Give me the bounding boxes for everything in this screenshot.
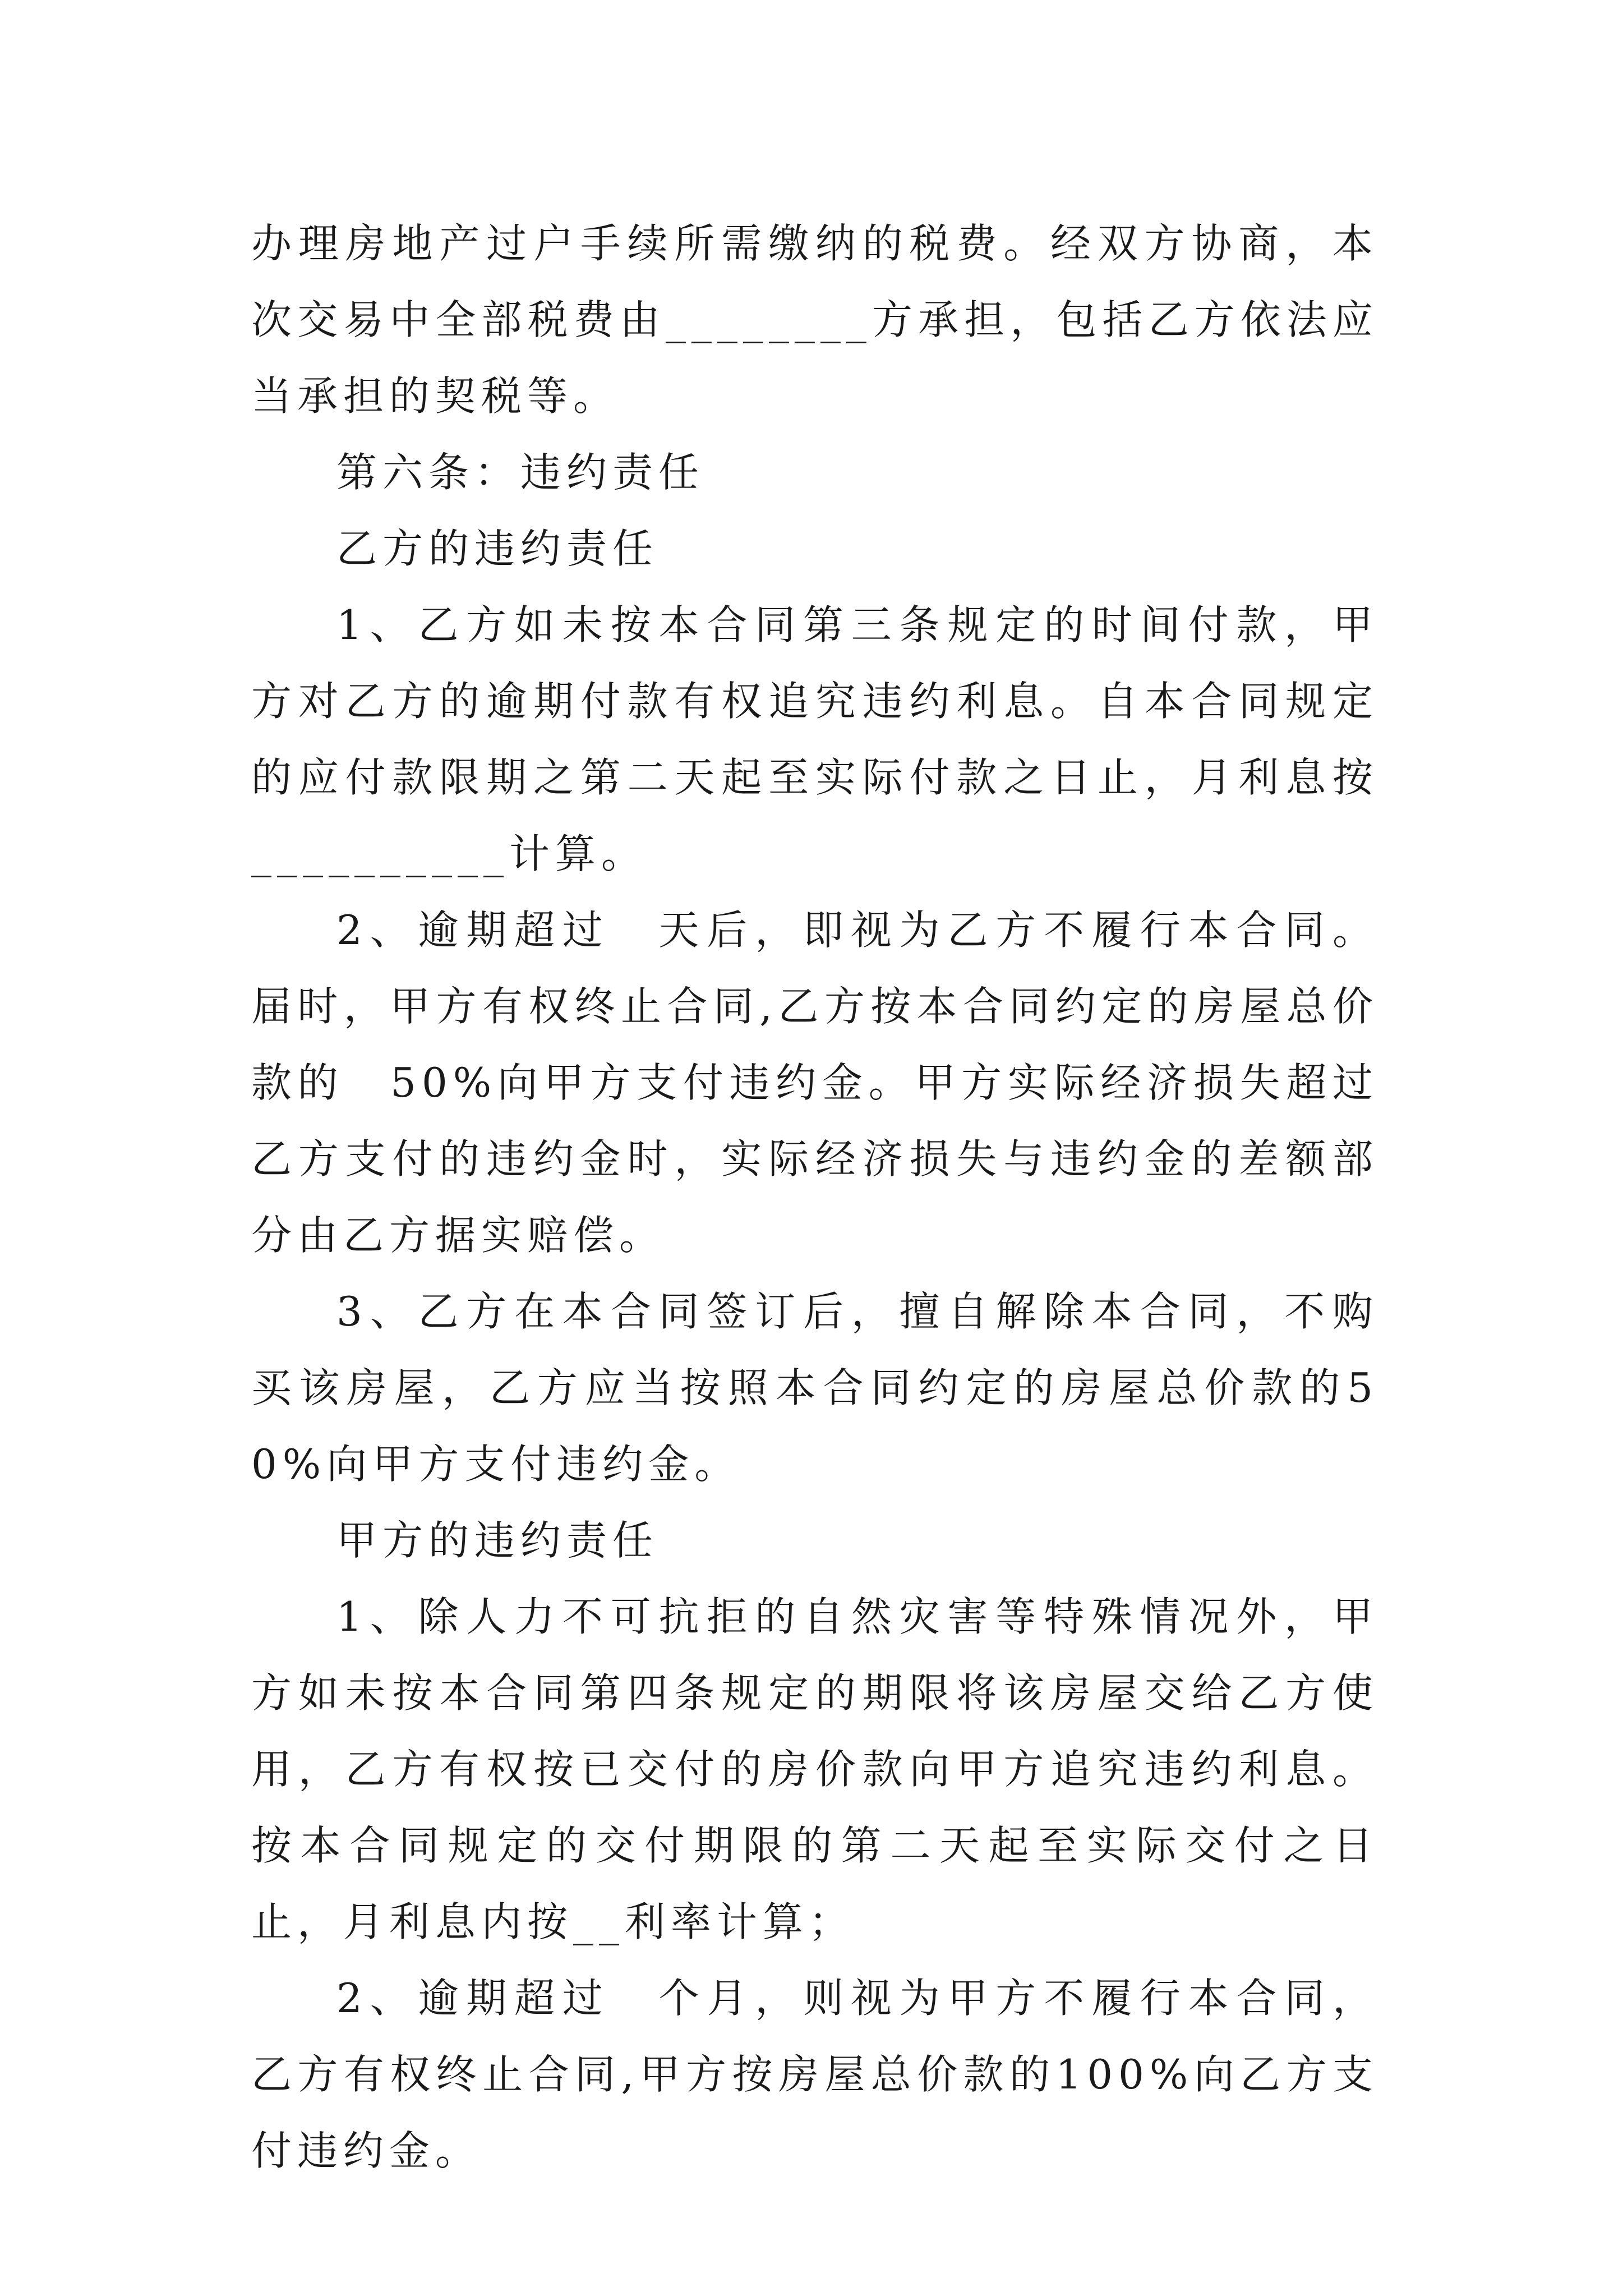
paragraph-party-a-clause-2: 2、逾期超过 个月，则视为甲方不履行本合同，乙方有权终止合同,甲方按房屋总价款的100%向乙方支付违约金。	[251, 1975, 1378, 2174]
subheading-party-b-liability: 乙方的违约责任	[336, 525, 659, 572]
document-body	[251, 205, 1378, 2189]
paragraph-party-a-clause-1: 1、除人力不可抗拒的自然灾害等特殊情况外，甲方如未按本合同第四条规定的期限将该房屋交给乙方使用，乙方有权按已交付的房价款向甲方追究违约利息。按本合同规定的交付期限的第二天起至实际交付之日止，月利息内按__利率计算；	[251, 1593, 1378, 1945]
paragraph-tax-continuation: 办理房地产过户手续所需缴纳的税费。经双方协商，本次交易中全部税费由________方承担，包括乙方依法应当承担的契税等。	[251, 220, 1378, 420]
paragraph-party-b-clause-2: 2、逾期超过 天后，即视为乙方不履行本合同。届时，甲方有权终止合同,乙方按本合同约定的房屋总价款的 50%向甲方支付违约金。甲方实际经济损失超过乙方支付的违约金时，实际经济损失与违约金的差额部分由乙方据实赔偿。	[251, 907, 1378, 1259]
subheading-party-a-liability: 甲方的违约责任	[336, 1517, 659, 1564]
section-heading-article-six: 第六条：违约责任	[336, 449, 705, 496]
paragraph-party-b-clause-3: 3、乙方在本合同签订后，擅自解除本合同，不购买该房屋，乙方应当按照本合同约定的房屋总价款的50%向甲方支付违约金。	[251, 1288, 1378, 1488]
paragraph-party-b-clause-1: 1、乙方如未按本合同第三条规定的时间付款，甲方对乙方的逾期付款有权追究违约利息。自本合同规定的应付款限期之第二天起至实际付款之日止，月利息按__________计算。	[251, 601, 1378, 877]
